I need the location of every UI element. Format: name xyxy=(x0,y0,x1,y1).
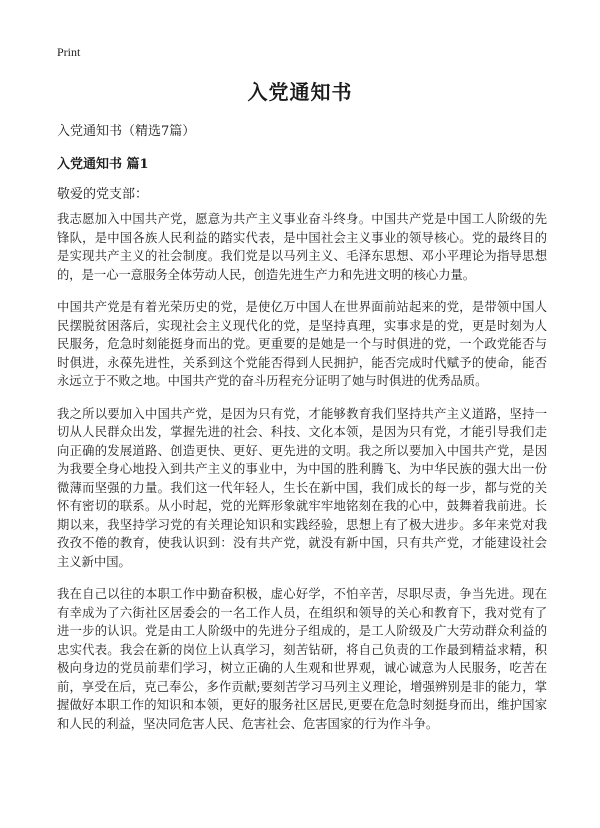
paragraph: 我在自己以往的本职工作中勤奋积极，虚心好学，不怕辛苦，尽职尽责，争当先进。现在有幸成为了六街社区居委会的一名工作人员，在组织和领导的关心和教育下，我对党有了进一步的认识。党是由工人阶级中的先进分子组成的，是工人阶级及广大劳动群众利益的忠实代表。我会在新的岗位上认真学习，刻苦钻研，将自己负责的工作最到精益求精，积极向身边的党员前辈们学习，树立正确的人生观和世界观，诚心诚意为人民服务，吃苦在前，享受在后，克己奉公，多作贡献;要刻苦学习马列主义理论，增强辨别是非的能力，掌握做好本职工作的知识和本领，更好的服务社区居民,更要在危急时刻挺身而出，维护国家和人民的利益，坚决同危害人民、危害社会、危害国家的行为作斗争。 xyxy=(57,587,547,731)
print-link[interactable]: Print xyxy=(57,45,81,59)
paragraph: 我志愿加入中国共产党，愿意为共产主义事业奋斗终身。中国共产党是中国工人阶级的先锋队，是中国各族人民利益的踏实代表，是中国社会主义事业的领导核心。党的最终目的是实现共产主义的社会制度。我们党是以马列主义、毛泽东思想、邓小平理论为指导思想的，是一心一意服务全体劳动人民，创造先进生产力和先进文明的核心力量。 xyxy=(57,212,547,282)
salutation: 敬爱的党支部： xyxy=(57,187,149,202)
document-subtitle: 入党通知书（精选7篇） xyxy=(57,124,196,139)
paragraph: 中国共产党是有着光荣历史的党，是使亿万中国人在世界面前站起来的党，是带领中国人民摆脱贫困落后，实现社会主义现代化的党，是坚持真理，实事求是的党，更是时刻为人民服务，危急时刻能挺身而出的党。更重要的是她是一个与时俱进的党，一个政党能否与时俱进，永葆先进性，关系到这个党能否得到人民拥护，能否完成时代赋予的使命，能否永远立于不败之地。中国共产党的奋斗历程充分证明了她与时俱进的优秀品质。 xyxy=(57,300,547,388)
section-title: 入党通知书 篇1 xyxy=(57,157,149,172)
document-body xyxy=(57,210,547,747)
paragraph: 我之所以要加入中国共产党，是因为只有党，才能够教育我们坚持共产主义道路，坚持一切从人民群众出发，掌握先进的社会、科技、文化本领，是因为只有党，才能引导我们走向正确的发展道路、创造更快、更好、更先进的文明。我之所以要加入中国共产党，是因为我要全身心地投入到共产主义的事业中，为中国的胜利腾飞、为中华民族的强大出一份微薄而坚强的力量。我们这一代年轻人，生长在新中国，我们成长的每一步，都与党的关怀有密切的联系。从小时起，党的光辉形象就牢牢地铭刻在我的心中，鼓舞着我前进。长期以来，我坚持学习党的有关理论知识和实践经验，思想上有了极大进步。多年来党对我孜孜不倦的教育，使我认识到：没有共产党，就没有新中国，只有共产党，才能建设社会主义新中国。 xyxy=(57,406,547,569)
document-title: 入党通知书 xyxy=(247,80,353,104)
